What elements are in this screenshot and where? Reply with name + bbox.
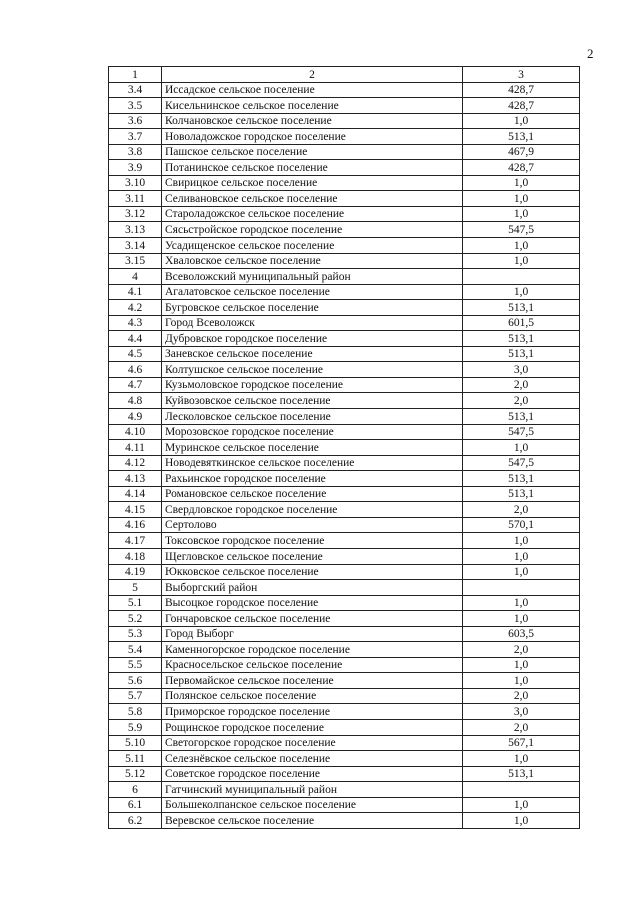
table-row [109,284,580,300]
row-value [463,580,580,596]
table-row [109,191,580,207]
settlement-name: Иссадское сельское поселение [162,82,463,98]
settlements-table [108,66,580,829]
settlement-name: Веревское сельское поселение [162,813,463,829]
table-row [109,673,580,689]
table-row [109,502,580,518]
settlement-name: Рощинское городское поселение [162,719,463,735]
row-value: 513,1 [463,486,580,502]
row-value [463,269,580,285]
table-row [109,129,580,145]
settlement-name: Рахьинское городское поселение [162,471,463,487]
table-body [109,67,580,829]
row-number: 3.9 [109,160,162,176]
settlement-name: Бугровское сельское поселение [162,300,463,316]
row-value: 3,0 [463,704,580,720]
row-number: 6.1 [109,797,162,813]
table-row [109,595,580,611]
row-number: 4.7 [109,377,162,393]
row-number: 5.4 [109,642,162,658]
table-row [109,440,580,456]
settlement-name: Хваловское сельское поселение [162,253,463,269]
row-number: 4.2 [109,300,162,316]
settlement-name: Агалатовское сельское поселение [162,284,463,300]
table-row [109,642,580,658]
settlement-name: Кисельнинское сельское поселение [162,98,463,114]
table-row [109,517,580,533]
table-row [109,751,580,767]
settlement-name: Большеколпанское сельское поселение [162,797,463,813]
table-row [109,113,580,129]
table-row [109,471,580,487]
row-number: 3.10 [109,175,162,191]
settlement-name: Морозовское городское поселение [162,424,463,440]
row-number: 3.15 [109,253,162,269]
row-number: 4.19 [109,564,162,580]
settlement-name: Селивановское сельское поселение [162,191,463,207]
row-value: 1,0 [463,657,580,673]
row-number: 3.4 [109,82,162,98]
table-header-row [109,67,580,83]
settlement-name: Колчановское сельское поселение [162,113,463,129]
settlement-name: Новодевяткинское сельское поселение [162,455,463,471]
settlement-name: Кузьмоловское городское поселение [162,377,463,393]
row-value: 3,0 [463,362,580,378]
row-value: 2,0 [463,642,580,658]
settlement-name: Каменногорское городское поселение [162,642,463,658]
settlement-name: Первомайское сельское поселение [162,673,463,689]
table-row [109,269,580,285]
settlement-name: Свердловское городское поселение [162,502,463,518]
settlement-name: Свирицкое сельское поселение [162,175,463,191]
settlement-name: Гончаровское сельское поселение [162,611,463,627]
table-row [109,424,580,440]
row-value: 428,7 [463,160,580,176]
settlement-name: Выборгский район [162,580,463,596]
row-value: 603,5 [463,626,580,642]
table-row [109,704,580,720]
header-col-1: 1 [109,67,162,83]
table-row [109,580,580,596]
table-row [109,346,580,362]
row-number: 4.11 [109,440,162,456]
row-number: 4.3 [109,315,162,331]
table-row [109,813,580,829]
settlement-name: Полянское сельское поселение [162,688,463,704]
settlement-name: Усадищенское сельское поселение [162,238,463,254]
row-value: 513,1 [463,129,580,145]
row-number: 5.5 [109,657,162,673]
row-value: 1,0 [463,191,580,207]
row-value: 2,0 [463,377,580,393]
row-value: 547,5 [463,222,580,238]
table-row [109,455,580,471]
row-value: 2,0 [463,719,580,735]
settlement-name: Высоцкое городское поселение [162,595,463,611]
row-value: 1,0 [463,440,580,456]
row-number: 3.5 [109,98,162,114]
row-value: 1,0 [463,206,580,222]
row-number: 4.13 [109,471,162,487]
row-value: 570,1 [463,517,580,533]
row-number: 4.12 [109,455,162,471]
settlement-name: Староладожское сельское поселение [162,206,463,222]
row-value: 467,9 [463,144,580,160]
row-value: 547,5 [463,455,580,471]
row-value: 1,0 [463,797,580,813]
page-number: 2 [587,46,594,61]
settlement-name: Дубровское городское поселение [162,331,463,347]
header-col-2: 2 [162,67,463,83]
row-number: 6.2 [109,813,162,829]
settlement-name: Романовское сельское поселение [162,486,463,502]
settlement-name: Всеволожский муниципальный район [162,269,463,285]
row-value: 513,1 [463,346,580,362]
settlement-name: Город Выборг [162,626,463,642]
row-value: 1,0 [463,253,580,269]
row-number: 4.5 [109,346,162,362]
table-row [109,160,580,176]
settlement-name: Колтушское сельское поселение [162,362,463,378]
row-number: 3.6 [109,113,162,129]
settlement-name: Юкковское сельское поселение [162,564,463,580]
table-row [109,626,580,642]
row-value: 2,0 [463,393,580,409]
row-value: 601,5 [463,315,580,331]
table-row [109,564,580,580]
row-value: 513,1 [463,471,580,487]
table-row [109,253,580,269]
table-row [109,409,580,425]
row-value: 547,5 [463,424,580,440]
settlement-name: Токсовское городское поселение [162,533,463,549]
header-col-3: 3 [463,67,580,83]
settlement-name: Город Всеволожск [162,315,463,331]
table-row [109,362,580,378]
table-row [109,766,580,782]
row-number: 5 [109,580,162,596]
row-number: 4.6 [109,362,162,378]
settlement-name: Гатчинский муниципальный район [162,782,463,798]
settlement-name: Куйвозовское сельское поселение [162,393,463,409]
row-value: 1,0 [463,238,580,254]
table-row [109,735,580,751]
row-number: 5.3 [109,626,162,642]
row-number: 4.8 [109,393,162,409]
row-number: 4.18 [109,548,162,564]
row-value: 428,7 [463,82,580,98]
row-value: 513,1 [463,766,580,782]
row-number: 3.7 [109,129,162,145]
row-number: 4.14 [109,486,162,502]
settlement-name: Приморское городское поселение [162,704,463,720]
table-row [109,238,580,254]
row-number: 4.1 [109,284,162,300]
settlement-name: Сясьстройское городское поселение [162,222,463,238]
settlement-name: Сертолово [162,517,463,533]
row-value: 1,0 [463,113,580,129]
row-number: 5.12 [109,766,162,782]
settlement-name: Красносельское сельское поселение [162,657,463,673]
table-row [109,782,580,798]
row-number: 3.13 [109,222,162,238]
table-row [109,144,580,160]
row-number: 5.8 [109,704,162,720]
row-number: 4.4 [109,331,162,347]
row-value: 1,0 [463,548,580,564]
table-row [109,331,580,347]
table-row [109,719,580,735]
settlement-name: Щегловское сельское поселение [162,548,463,564]
row-number: 3.14 [109,238,162,254]
table-row [109,175,580,191]
row-value: 1,0 [463,751,580,767]
table-row [109,548,580,564]
row-value: 1,0 [463,611,580,627]
row-value: 1,0 [463,284,580,300]
row-number: 4.16 [109,517,162,533]
row-value: 567,1 [463,735,580,751]
row-number: 4 [109,269,162,285]
settlement-name: Потанинское сельское поселение [162,160,463,176]
row-value: 1,0 [463,813,580,829]
settlement-name: Селезнёвское сельское поселение [162,751,463,767]
row-number: 6 [109,782,162,798]
settlement-name: Лесколовское сельское поселение [162,409,463,425]
row-value: 1,0 [463,673,580,689]
table-row [109,315,580,331]
row-number: 5.9 [109,719,162,735]
row-value: 2,0 [463,502,580,518]
row-value: 513,1 [463,300,580,316]
row-value: 1,0 [463,564,580,580]
table-row [109,797,580,813]
table-row [109,377,580,393]
settlement-name: Новоладожское городское поселение [162,129,463,145]
row-number: 3.12 [109,206,162,222]
table-row [109,98,580,114]
row-number: 5.6 [109,673,162,689]
table-row [109,222,580,238]
row-number: 4.15 [109,502,162,518]
table-row [109,486,580,502]
settlement-name: Советское городское поселение [162,766,463,782]
row-number: 5.1 [109,595,162,611]
table-row [109,533,580,549]
row-value: 1,0 [463,175,580,191]
settlement-name: Светогорское городское поселение [162,735,463,751]
row-value: 1,0 [463,595,580,611]
settlement-name: Муринское сельское поселение [162,440,463,456]
settlement-name: Заневское сельское поселение [162,346,463,362]
table-row [109,206,580,222]
row-number: 4.9 [109,409,162,425]
row-value: 513,1 [463,331,580,347]
row-number: 4.17 [109,533,162,549]
row-value [463,782,580,798]
table-row [109,657,580,673]
row-number: 5.7 [109,688,162,704]
row-value: 428,7 [463,98,580,114]
table-row [109,300,580,316]
table-row [109,611,580,627]
row-number: 4.10 [109,424,162,440]
settlement-name: Пашское сельское поселение [162,144,463,160]
row-value: 2,0 [463,688,580,704]
row-number: 3.8 [109,144,162,160]
table-row [109,688,580,704]
row-number: 3.11 [109,191,162,207]
row-value: 513,1 [463,409,580,425]
row-value: 1,0 [463,533,580,549]
table-row [109,393,580,409]
row-number: 5.2 [109,611,162,627]
table-row [109,82,580,98]
row-number: 5.11 [109,751,162,767]
row-number: 5.10 [109,735,162,751]
